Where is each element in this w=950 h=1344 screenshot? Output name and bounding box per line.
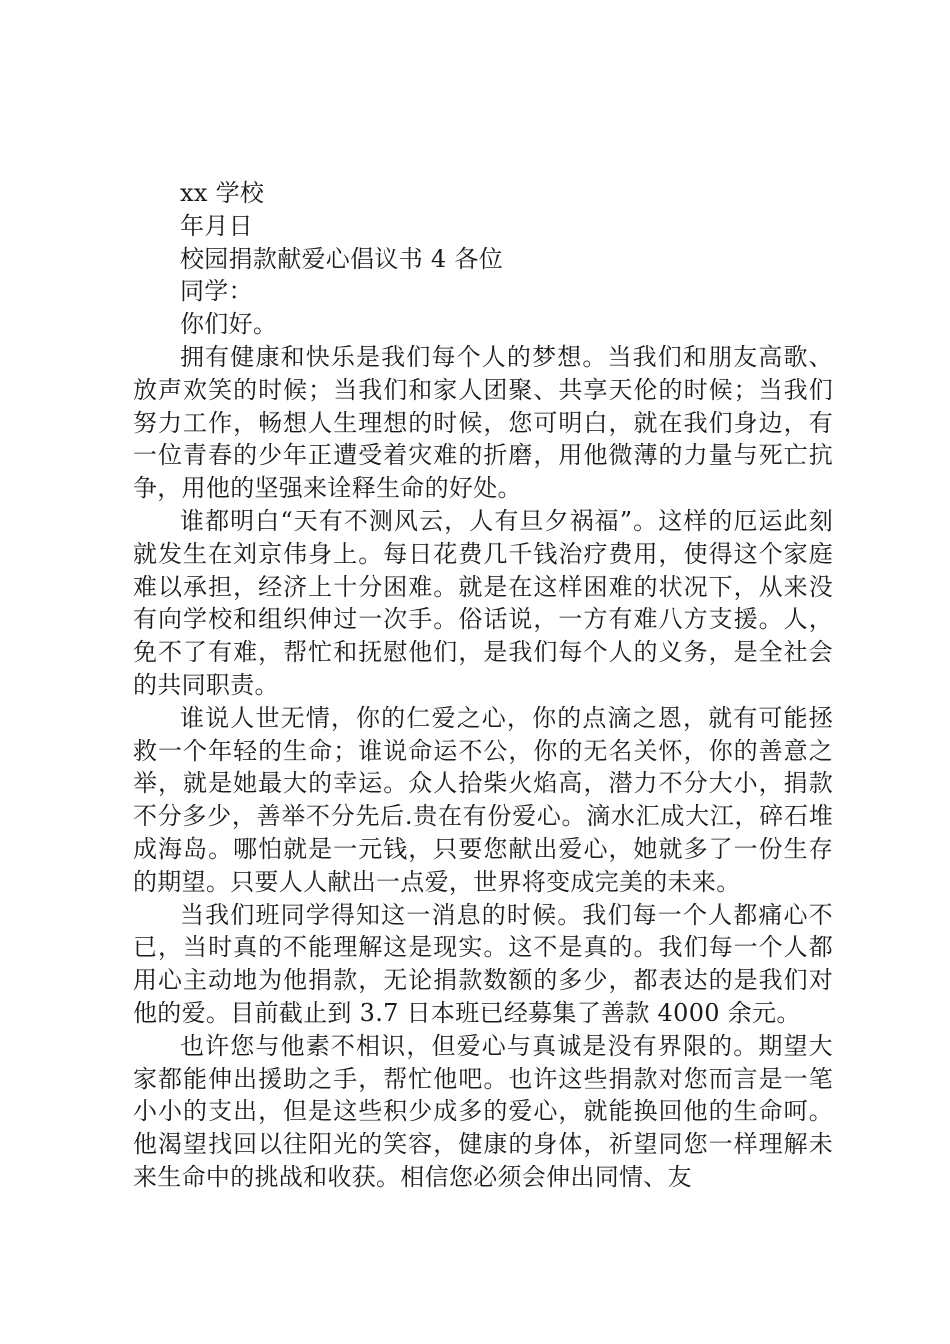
document-body [133, 177, 833, 1194]
paragraph: 拥有健康和快乐是我们每个人的梦想。当我们和朋友高歌、放声欢笑的时候；当我们和家人团聚、共享天伦的时候；当我们努力工作，畅想人生理想的时候，您可明白，就在我们身边，有一位青春的少年正遭受着灾难的折磨，用他微薄的力量与死亡抗争，用他的坚强来诠释生命的好处。 [133, 342, 833, 503]
salutation: 同学： [180, 277, 253, 306]
document-title: 校园捐款献爱心倡议书 4 各位 [180, 244, 504, 273]
paragraph: 当我们班同学得知这一消息的时候。我们每一个人都痛心不已，当时真的不能理解这是现实。这不是真的。我们每一个人都用心主动地为他捐款，无论捐款数额的多少，都表达的是我们对他的爱。目前截止到 3.7 日本班已经募集了善款 4000 余元。 [133, 900, 833, 1027]
paragraph: 也许您与他素不相识，但爱心与真诚是没有界限的。期望大家都能伸出援助之手，帮忙他吧。也许这些捐款对您而言是一笔小小的支出，但是这些积少成多的爱心，就能换回他的生命呵。他渴望找回以往阳光的笑容，健康的身体，祈望同您一样理解未来生命中的挑战和收获。相信您必须会伸出同情、友 [133, 1031, 833, 1191]
school-name: xx 学校 [180, 179, 265, 207]
paragraph: 谁说人世无情，你的仁爱之心，你的点滴之恩，就有可能拯救一个年轻的生命；谁说命运不公，你的无名关怀，你的善意之举，就是她最大的幸运。众人拾柴火焰高，潜力不分大小，捐款不分多少，善举不分先后.贵在有份爱心。滴水汇成大江，碎石堆成海岛。哪怕就是一元钱，只要您献出爱心，她就多了一份生存的期望。只要人人献出一点爱，世界将变成完美的未来。 [133, 703, 833, 896]
paragraph: 谁都明白“天有不测风云，人有旦夕祸福”。这样的厄运此刻就发生在刘京伟身上。每日花费几千钱治疗费用，使得这个家庭难以承担，经济上十分困难。就是在这样困难的状况下，从来没有向学校和组织伸过一次手。俗话说，一方有难八方支援。人，免不了有难，帮忙和抚慰他们，是我们每个人的义务，是全社会的共同职责。 [133, 506, 833, 699]
greeting: 你们好。 [180, 310, 278, 339]
date-line: 年月日 [180, 211, 253, 240]
